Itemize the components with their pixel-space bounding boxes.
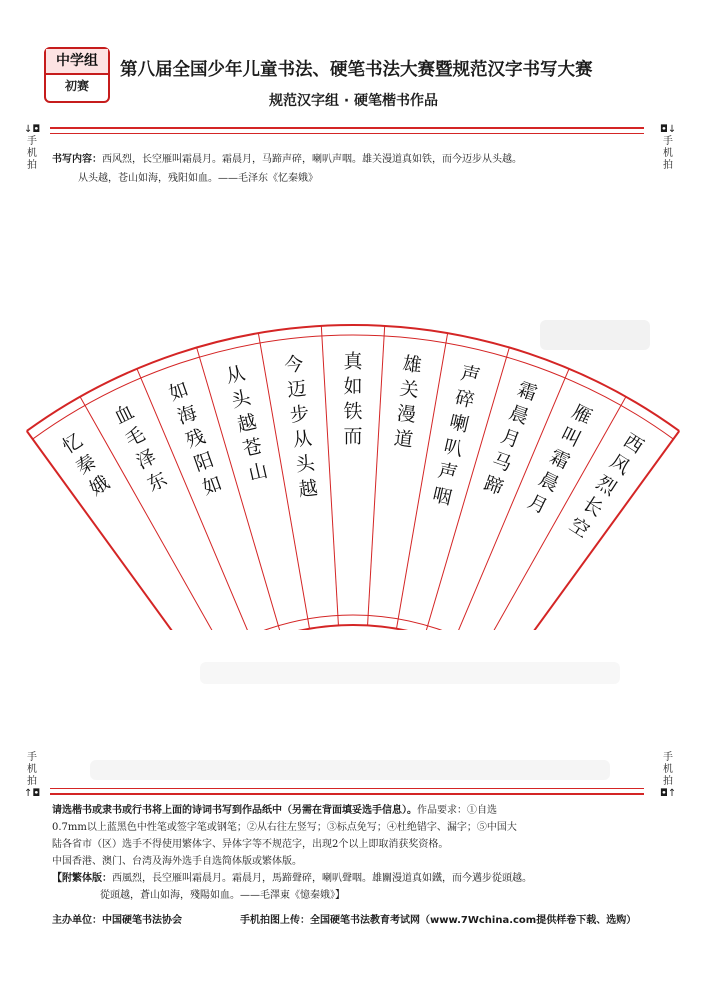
scan-smudge bbox=[200, 662, 620, 684]
calligraphy-char: 山 bbox=[246, 459, 270, 486]
content-line-2: 从头越，苍山如海，残阳如血。——毛泽东《忆秦娥》 bbox=[78, 173, 318, 184]
top-rule-thick bbox=[50, 127, 644, 129]
bottom-rule-thick bbox=[50, 793, 644, 795]
phone-capture-mark-top-left bbox=[24, 124, 40, 172]
fan-calligraphy bbox=[59, 351, 648, 543]
calligraphy-char: 从 bbox=[223, 362, 248, 388]
fan-column bbox=[343, 351, 363, 448]
camera-icon: ↑◘ bbox=[24, 788, 41, 799]
calligraphy-char: 西 bbox=[619, 429, 648, 459]
calligraphy-char: 声 bbox=[436, 459, 460, 486]
calligraphy-char: 泽 bbox=[132, 445, 160, 474]
fan-column bbox=[283, 353, 319, 501]
camera-icon: ◘↓ bbox=[660, 124, 677, 135]
camera-icon: ↓◘ bbox=[24, 124, 41, 135]
calligraphy-char: 从 bbox=[291, 427, 314, 452]
fan-inner-arc bbox=[203, 625, 503, 630]
calligraphy-char: 叭 bbox=[441, 435, 466, 461]
calligraphy-char: 秦 bbox=[72, 450, 101, 480]
content-line-1: 西风烈，长空雁叫霜晨月。霜晨月，马蹄声碎，喇叭声咽。雄关漫道真如铁，而今迈步从头越。 bbox=[102, 154, 522, 165]
calligraphy-char: 毛 bbox=[121, 423, 149, 452]
calligraphy-char: 晨 bbox=[506, 401, 532, 429]
traditional-line-1: 西風烈，長空雁叫霜晨月。霜晨月，馬蹄聲碎，喇叭聲咽。雄關漫道真如鐵，而今邁步從頭越。 bbox=[112, 873, 532, 884]
calligraphy-char: 阳 bbox=[191, 448, 217, 476]
fan-column bbox=[565, 429, 647, 542]
calligraphy-char: 漫 bbox=[395, 402, 418, 427]
phone-capture-mark-bottom-right bbox=[660, 752, 676, 800]
instructions bbox=[52, 802, 662, 904]
calligraphy-char: 血 bbox=[110, 400, 138, 429]
writing-content bbox=[52, 150, 652, 188]
calligraphy-char: 残 bbox=[182, 425, 209, 453]
camera-icon: ◘↑ bbox=[660, 788, 677, 799]
instructions-lead: 请选楷书或隶书或行书将上面的诗词书写到作品纸中（另需在背面填妥选手信息）。 bbox=[52, 805, 417, 816]
calligraphy-char: 声 bbox=[458, 362, 483, 388]
phone-capture-label: 手 机 拍 bbox=[663, 136, 673, 171]
traditional-label: 【附繁体版： bbox=[52, 873, 112, 884]
contest-title: 第八届全国少年儿童书法、硬笔书法大赛暨规范汉字书写大赛 bbox=[120, 60, 593, 80]
calligraphy-char: 月 bbox=[497, 425, 524, 453]
fan-column bbox=[393, 353, 423, 452]
calligraphy-char: 雁 bbox=[568, 400, 596, 429]
calligraphy-char: 蹄 bbox=[480, 472, 507, 500]
calligraphy-char: 雄 bbox=[401, 352, 423, 377]
fan-divider bbox=[80, 397, 228, 630]
fan-column bbox=[59, 429, 114, 500]
fan-divider bbox=[27, 431, 203, 630]
calligraphy-char: 晨 bbox=[535, 467, 563, 497]
calligraphy-char: 娥 bbox=[85, 471, 114, 501]
calligraphy-char: 海 bbox=[174, 401, 200, 429]
calligraphy-char: 越 bbox=[235, 410, 259, 437]
group-level-label: 中学组 bbox=[46, 49, 108, 75]
phone-capture-label: 手 机 拍 bbox=[27, 752, 37, 787]
calligraphy-char: 如 bbox=[343, 375, 363, 398]
calligraphy-char: 头 bbox=[229, 386, 253, 413]
fan-divider bbox=[503, 431, 679, 630]
instructions-line-2: 0.7mm以上蓝黑色中性笔或签字笔或钢笔；②从右往左竖写；③标点免写；④杜绝错字、漏字；⑤中国大 bbox=[52, 822, 517, 833]
top-rule-thin bbox=[50, 133, 644, 134]
phone-capture-label: 手 机 拍 bbox=[663, 752, 673, 787]
content-label: 书写内容： bbox=[52, 154, 102, 165]
calligraphy-char: 道 bbox=[392, 427, 415, 452]
calligraphy-char: 苍 bbox=[240, 435, 265, 461]
calligraphy-char: 越 bbox=[297, 477, 319, 502]
calligraphy-char: 迈 bbox=[286, 377, 308, 402]
calligraphy-char: 忆 bbox=[58, 429, 87, 459]
calligraphy-char: 关 bbox=[398, 377, 420, 402]
calligraphy-char: 马 bbox=[489, 448, 515, 476]
calligraphy-char: 霜 bbox=[546, 445, 574, 474]
traditional-line-2: 從頭越，蒼山如海，殘陽如血。——毛澤東《憶秦娥》】 bbox=[100, 890, 345, 901]
calligraphy-char: 而 bbox=[343, 425, 363, 448]
calligraphy-char: 铁 bbox=[343, 400, 363, 423]
fan-column bbox=[481, 378, 540, 499]
calligraphy-char: 叫 bbox=[557, 423, 585, 452]
calligraphy-char: 如 bbox=[199, 472, 226, 500]
calligraphy-char: 烈 bbox=[592, 471, 621, 501]
calligraphy-char: 碎 bbox=[453, 386, 477, 413]
fan-divider bbox=[478, 397, 626, 630]
bottom-rule-thin bbox=[50, 788, 644, 789]
fan-divider bbox=[321, 326, 338, 626]
calligraphy-char: 咽 bbox=[430, 483, 454, 510]
calligraphy-char: 步 bbox=[288, 402, 311, 427]
instructions-line-4: 中国香港、澳门、台湾及海外选手自选简体版或繁体版。 bbox=[52, 856, 302, 867]
fan-column bbox=[166, 378, 225, 499]
calligraphy-char: 东 bbox=[143, 467, 171, 497]
fan-divider bbox=[368, 326, 385, 626]
calligraphy-char: 霜 bbox=[514, 378, 540, 406]
calligraphy-char: 如 bbox=[166, 378, 192, 406]
fan-column bbox=[111, 401, 171, 496]
calligraphy-char: 空 bbox=[565, 513, 594, 543]
contest-subtitle: 规范汉字组 · 硬笔楷书作品 bbox=[268, 93, 439, 109]
scan-smudge bbox=[90, 760, 610, 780]
organizer: 主办单位：中国硬笔书法协会 bbox=[52, 915, 182, 926]
fan-writing-area bbox=[0, 300, 707, 630]
stage-label: 初赛 bbox=[64, 79, 89, 93]
calligraphy-char: 真 bbox=[343, 350, 363, 373]
calligraphy-char: 月 bbox=[524, 490, 552, 519]
upload-info: 手机拍图上传：全国硬笔书法教育考试网（www.7Wchina.com提供样卷下载、选购） bbox=[240, 915, 637, 926]
instructions-line-1: 作品要求：①自选 bbox=[417, 805, 497, 816]
calligraphy-char: 今 bbox=[283, 352, 305, 377]
calligraphy-char: 风 bbox=[605, 450, 634, 480]
phone-capture-mark-top-right bbox=[660, 124, 676, 172]
instructions-line-3: 陆各省市（区）选手不得使用繁体字、异体字等不规范字，出现2个以上即取消获奖资格。 bbox=[52, 839, 449, 850]
calligraphy-char: 头 bbox=[294, 452, 316, 477]
fan-column bbox=[224, 362, 270, 485]
calligraphy-char: 长 bbox=[578, 492, 607, 522]
calligraphy-char: 喇 bbox=[447, 410, 471, 437]
fan-column bbox=[430, 362, 482, 509]
phone-capture-label: 手 机 拍 bbox=[27, 136, 37, 171]
phone-capture-mark-bottom-left bbox=[24, 752, 40, 800]
